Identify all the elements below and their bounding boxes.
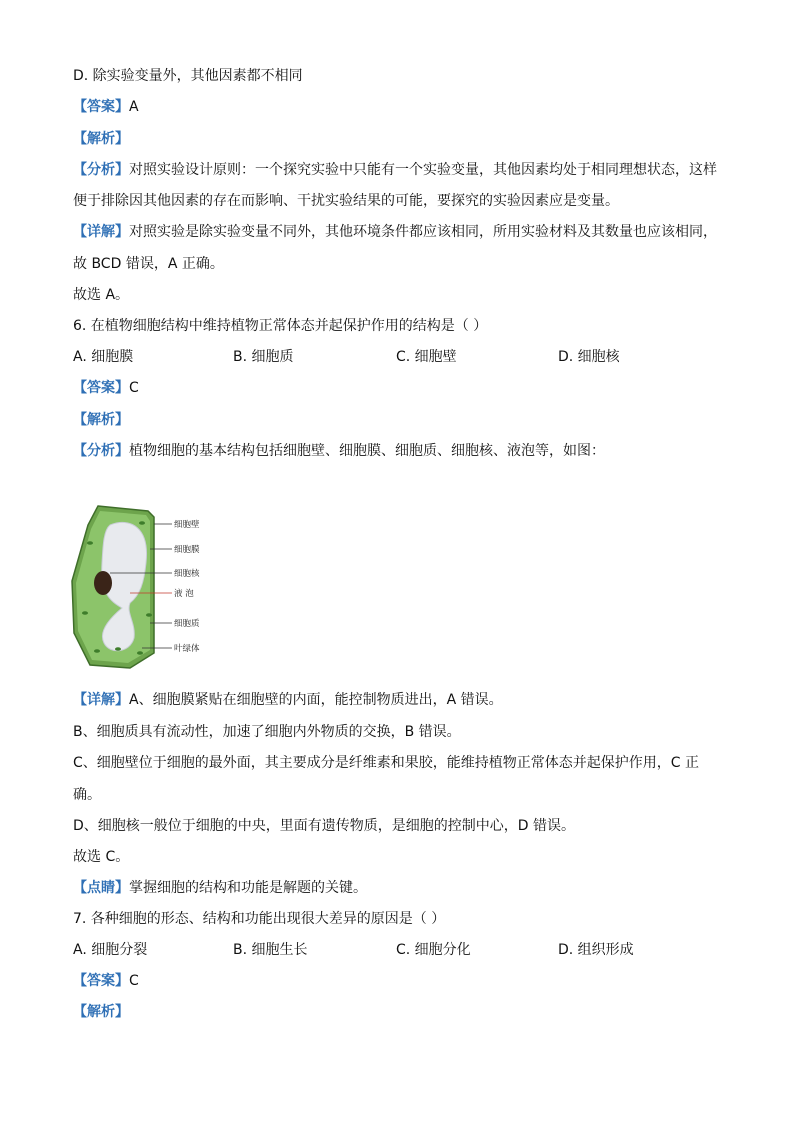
chloroplast-shape bbox=[146, 613, 152, 617]
analysis-heading-3 bbox=[73, 1002, 129, 1022]
chloroplast-shape bbox=[115, 647, 121, 651]
analysis-tag: 【解析】 bbox=[73, 131, 129, 147]
dianjing-line bbox=[73, 878, 367, 898]
conclusion-1: 故选 A。 bbox=[73, 287, 130, 303]
fenxi-tag: 【分析】 bbox=[73, 443, 129, 459]
chloroplast-shape bbox=[94, 649, 100, 653]
answer-tag: 【答案】 bbox=[73, 99, 129, 115]
xiangjie-tag: 【详解】 bbox=[73, 224, 129, 240]
xiangjie-line-1a bbox=[73, 222, 717, 242]
label-cell-membrane: 细胞膜 bbox=[174, 545, 200, 555]
answer-line-3 bbox=[73, 971, 139, 991]
fenxi-text: 对照实验设计原则：一个探究实验中只能有一个实验变量，其他因素均处于相同理想状态，这样 bbox=[129, 162, 717, 178]
q6-option-b: B. 细胞质 bbox=[233, 349, 294, 365]
analysis-tag: 【解析】 bbox=[73, 1004, 129, 1020]
label-cell-wall: 细胞壁 bbox=[174, 520, 200, 530]
label-cytoplasm: 细胞质 bbox=[174, 619, 200, 629]
xiangjie-line-2b: B、细胞质具有流动性，加速了细胞内外物质的交换，B 错误。 bbox=[73, 724, 461, 740]
q7-option-c: C. 细胞分化 bbox=[396, 942, 471, 958]
plant-cell-figure bbox=[70, 503, 230, 671]
q7-option-a: A. 细胞分裂 bbox=[73, 942, 148, 958]
q6-option-d: D. 细胞核 bbox=[558, 349, 620, 365]
fenxi-tag: 【分析】 bbox=[73, 162, 129, 178]
option-d-line: D. 除实验变量外，其他因素都不相同 bbox=[73, 68, 303, 84]
label-chloroplast: 叶绿体 bbox=[174, 644, 200, 654]
answer-tag: 【答案】 bbox=[73, 380, 129, 396]
xiangjie-line-2a bbox=[73, 690, 503, 710]
answer-value: C bbox=[129, 380, 139, 396]
fenxi-line-2 bbox=[73, 441, 605, 461]
answer-line-1 bbox=[73, 97, 139, 117]
xiangjie-text: A、细胞膜紧贴在细胞壁的内面，能控制物质进出，A 错误。 bbox=[129, 692, 503, 708]
xiangjie-line-1b: 故 BCD 错误，A 正确。 bbox=[73, 256, 224, 272]
question-7: 7. 各种细胞的形态、结构和功能出现很大差异的原因是（ ） bbox=[73, 911, 446, 927]
analysis-heading-2 bbox=[73, 410, 129, 430]
answer-value: C bbox=[129, 973, 139, 989]
question-6: 6. 在植物细胞结构中维持植物正常体态并起保护作用的结构是（ ） bbox=[73, 318, 488, 334]
fenxi-line-1a bbox=[73, 160, 717, 180]
xiangjie-text: 对照实验是除实验变量不同外，其他环境条件都应该相同，所用实验材料及其数量也应该相同， bbox=[129, 224, 717, 240]
analysis-tag: 【解析】 bbox=[73, 412, 129, 428]
plant-cell-diagram bbox=[70, 503, 230, 671]
chloroplast-shape bbox=[137, 651, 143, 655]
xiangjie-line-2c: C、细胞壁位于细胞的最外面，其主要成分是纤维素和果胶，能维持植物正常体态并起保护作用，C 正 bbox=[73, 755, 699, 771]
fenxi-text: 植物细胞的基本结构包括细胞壁、细胞膜、细胞质、细胞核、液泡等，如图： bbox=[129, 443, 605, 459]
q7-option-d: D. 组织形成 bbox=[558, 942, 634, 958]
chloroplast-shape bbox=[82, 611, 88, 615]
dianjing-text: 掌握细胞的结构和功能是解题的关键。 bbox=[129, 880, 367, 896]
dianjing-tag: 【点睛】 bbox=[73, 880, 129, 896]
answer-value: A bbox=[129, 99, 139, 115]
answer-line-2 bbox=[73, 378, 139, 398]
fenxi-line-1b: 便于排除因其他因素的存在而影响、干扰实验结果的可能，要探究的实验因素应是变量。 bbox=[73, 193, 619, 209]
chloroplast-shape bbox=[87, 541, 93, 545]
q6-option-a: A. 细胞膜 bbox=[73, 349, 134, 365]
conclusion-2: 故选 C。 bbox=[73, 849, 130, 865]
label-nucleus: 细胞核 bbox=[174, 569, 200, 579]
xiangjie-line-2e: D、细胞核一般位于细胞的中央，里面有遗传物质，是细胞的控制中心，D 错误。 bbox=[73, 818, 576, 834]
answer-tag: 【答案】 bbox=[73, 973, 129, 989]
chloroplast-shape bbox=[139, 521, 145, 525]
xiangjie-line-2d: 确。 bbox=[73, 787, 101, 803]
q7-option-b: B. 细胞生长 bbox=[233, 942, 308, 958]
nucleus-shape bbox=[94, 571, 112, 595]
xiangjie-tag: 【详解】 bbox=[73, 692, 129, 708]
analysis-heading-1 bbox=[73, 129, 129, 149]
q6-option-c: C. 细胞壁 bbox=[396, 349, 457, 365]
label-vacuole: 液 泡 bbox=[174, 589, 194, 599]
